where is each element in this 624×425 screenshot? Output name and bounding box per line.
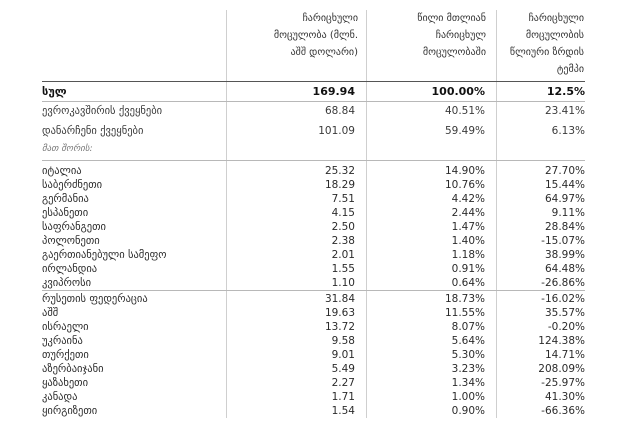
table-row	[42, 263, 585, 276]
table-row	[42, 349, 585, 362]
header-line: მოცულობის	[525, 30, 584, 41]
header-line: ჩარიცხული	[302, 13, 358, 24]
share-cell: 10.76%	[444, 179, 485, 191]
row-label: იტალია	[42, 165, 82, 177]
column-header-share	[362, 10, 486, 61]
row-label: კვიპროსი	[42, 277, 92, 289]
growth-cell: 41.30%	[544, 391, 585, 403]
table-row	[42, 321, 585, 334]
share-cell: 0.64%	[451, 277, 485, 289]
row-label: ისრაელი	[42, 321, 89, 333]
table-row	[42, 405, 585, 418]
amount-cell: 1.71	[331, 391, 355, 403]
share-cell: 0.90%	[451, 405, 485, 417]
growth-cell: -16.02%	[541, 293, 585, 305]
table-row	[42, 307, 585, 320]
table-row	[42, 249, 585, 262]
share-cell: 8.07%	[451, 321, 485, 333]
growth-cell: 14.71%	[544, 349, 585, 361]
share-cell: 11.55%	[444, 307, 485, 319]
growth-cell: 38.99%	[544, 249, 585, 261]
subtable-note	[42, 143, 585, 156]
growth-cell: 64.48%	[544, 263, 585, 275]
growth-cell: 15.44%	[544, 179, 585, 191]
amount-cell: 169.94	[312, 85, 355, 98]
table-row-other	[42, 125, 585, 138]
share-cell: 5.64%	[451, 335, 485, 347]
share-cell: 18.73%	[444, 293, 485, 305]
share-cell: 3.23%	[451, 363, 485, 375]
table-row	[42, 179, 585, 192]
share-cell: 4.42%	[451, 193, 485, 205]
share-cell: 1.40%	[451, 235, 485, 247]
table-row	[42, 193, 585, 206]
growth-cell: 124.38%	[538, 335, 585, 347]
amount-cell: 4.15	[331, 207, 355, 219]
section-rule	[42, 160, 585, 161]
amount-cell: 2.38	[331, 235, 355, 247]
share-cell: 14.90%	[444, 165, 485, 177]
total-top-rule	[42, 81, 585, 82]
table-row	[42, 221, 585, 234]
table-row	[42, 363, 585, 376]
table-row	[42, 277, 585, 290]
share-cell: 1.00%	[451, 391, 485, 403]
share-cell: 0.91%	[451, 263, 485, 275]
amount-cell: 9.01	[331, 349, 355, 361]
growth-cell: -66.36%	[541, 405, 585, 417]
amount-cell: 7.51	[331, 193, 355, 205]
amount-cell: 9.58	[331, 335, 355, 347]
header-line: მოცულობა (მლნ.	[273, 30, 358, 41]
amount-cell: 18.29	[324, 179, 355, 191]
row-label: აზერბაიჯანი	[42, 363, 104, 375]
row-label: ესპანეთი	[42, 207, 89, 219]
amount-cell: 1.55	[331, 263, 355, 275]
header-line: ჩარიცხული	[528, 13, 584, 24]
row-label: თურქეთი	[42, 349, 89, 361]
header-line: წლიური ზრდის	[509, 47, 584, 58]
section-rule	[42, 290, 585, 291]
table-row-total	[42, 85, 585, 98]
share-cell: 1.18%	[451, 249, 485, 261]
row-label: აშშ	[42, 307, 59, 319]
total-bottom-rule	[42, 101, 585, 102]
table-row-eu	[42, 105, 585, 118]
row-label: ირლანდია	[42, 263, 98, 275]
share-cell: 40.51%	[444, 105, 485, 117]
amount-cell: 1.10	[331, 277, 355, 289]
growth-cell: 35.57%	[544, 307, 585, 319]
growth-cell: 9.11%	[551, 207, 585, 219]
header-line: აშშ დოლარი)	[290, 47, 358, 58]
table-row	[42, 235, 585, 248]
header-line: ტემპი	[556, 64, 584, 75]
column-header-growth	[492, 10, 584, 78]
growth-cell: 64.97%	[544, 193, 585, 205]
row-label: ყაზახეთი	[42, 377, 89, 389]
share-cell: 1.34%	[451, 377, 485, 389]
table-row	[42, 293, 585, 306]
amount-cell: 101.09	[318, 125, 355, 137]
share-cell: 100.00%	[431, 85, 485, 98]
table-row	[42, 377, 585, 390]
row-label: გერმანია	[42, 193, 89, 205]
share-cell: 59.49%	[444, 125, 485, 137]
row-label: საფრანგეთი	[42, 221, 106, 233]
row-label: გაერთიანებული სამეფო	[42, 249, 167, 261]
row-label: კანადა	[42, 391, 78, 403]
growth-cell: -26.86%	[541, 277, 585, 289]
growth-cell: 28.84%	[544, 221, 585, 233]
note-label: მათ შორის:	[42, 144, 93, 154]
row-label: პოლონეთი	[42, 235, 100, 247]
table-row	[42, 207, 585, 220]
growth-cell: -15.07%	[541, 235, 585, 247]
row-label: დანარჩენი ქვეყნები	[42, 125, 144, 137]
amount-cell: 68.84	[324, 105, 355, 117]
row-label: რუსეთის ფედერაცია	[42, 293, 148, 305]
header-line: მოცულობაში	[422, 47, 486, 58]
header-line: წილი მთლიან	[417, 13, 486, 24]
row-label: უკრაინა	[42, 335, 83, 347]
table-row	[42, 335, 585, 348]
share-cell: 5.30%	[451, 349, 485, 361]
amount-cell: 5.49	[331, 363, 355, 375]
amount-cell: 25.32	[324, 165, 355, 177]
table-row	[42, 391, 585, 404]
row-label: ყირგიზეთი	[42, 405, 98, 417]
growth-cell: -0.20%	[547, 321, 585, 333]
share-cell: 2.44%	[451, 207, 485, 219]
row-label: სულ	[42, 85, 67, 98]
growth-cell: 27.70%	[544, 165, 585, 177]
growth-cell: 23.41%	[544, 105, 585, 117]
header-line: ჩარიცხულ	[435, 30, 486, 41]
row-label: ევროკავშირის ქვეყნები	[42, 105, 163, 117]
amount-cell: 13.72	[324, 321, 355, 333]
share-cell: 1.47%	[451, 221, 485, 233]
growth-cell: 208.09%	[538, 363, 585, 375]
growth-cell: 12.5%	[546, 85, 585, 98]
amount-cell: 19.63	[324, 307, 355, 319]
amount-cell: 1.54	[331, 405, 355, 417]
row-label: საბერძნეთი	[42, 179, 103, 191]
growth-cell: -25.97%	[541, 377, 585, 389]
amount-cell: 2.50	[331, 221, 355, 233]
amount-cell: 2.01	[331, 249, 355, 261]
amount-cell: 2.27	[331, 377, 355, 389]
amount-cell: 31.84	[324, 293, 355, 305]
growth-cell: 6.13%	[551, 125, 585, 137]
column-header-amount	[212, 10, 358, 61]
table-row	[42, 165, 585, 178]
